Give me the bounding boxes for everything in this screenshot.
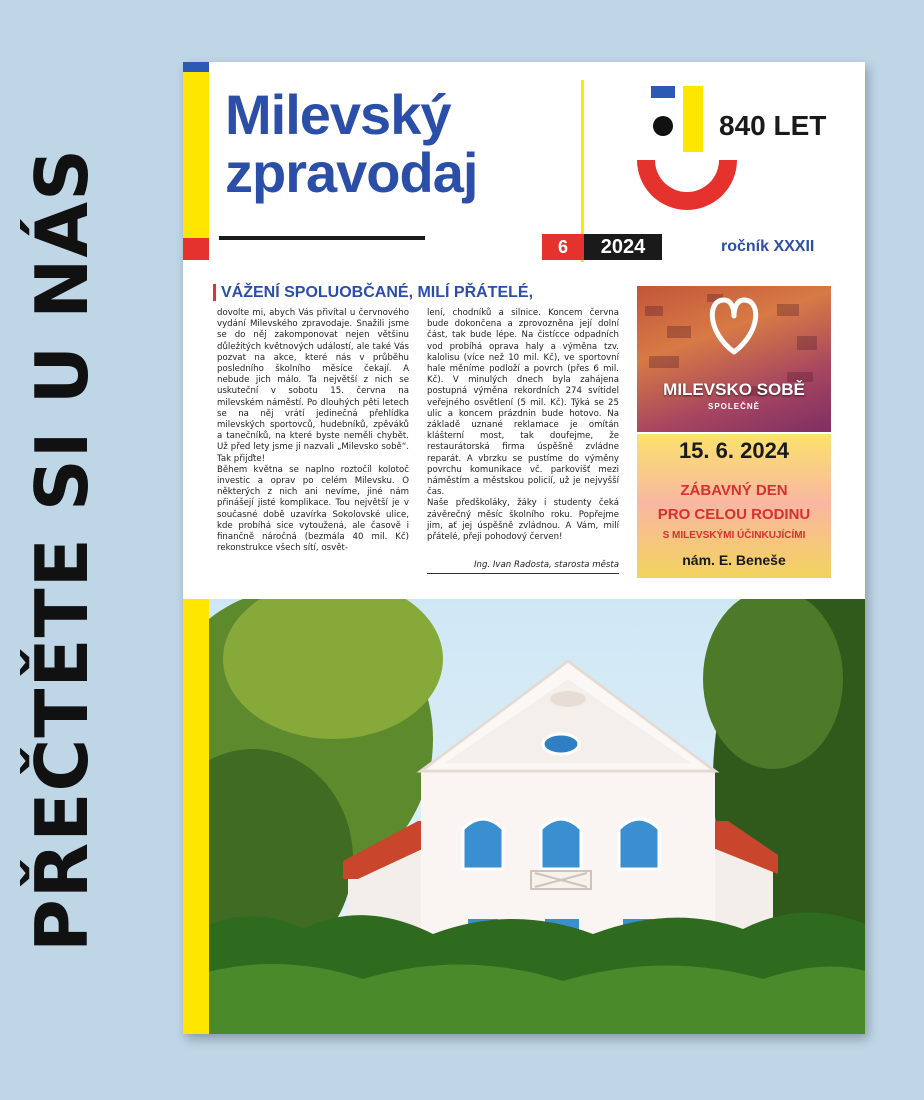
article-signature: Ing. Ivan Radosta, starosta města xyxy=(473,560,619,570)
masthead-title-line2: zpravodaj xyxy=(225,141,478,204)
headline-marker xyxy=(213,284,216,301)
promo-line-2: PRO CELOU RODINU xyxy=(657,506,811,523)
signature-rule xyxy=(427,573,619,574)
promo-title: MILEVSKO SOBĚ xyxy=(663,380,805,399)
yellow-photo-bar xyxy=(183,599,209,1034)
side-banner: PŘEČTĚTE SI U NÁS xyxy=(20,148,104,952)
yellow-accent-bar xyxy=(183,72,209,238)
cover-photo xyxy=(183,599,865,1034)
issue-year: 2024 xyxy=(584,234,662,260)
article-paragraph: Naše předškoláky, žáky i studenty čeká závěrečný měsíc školního roku. Popřejme jim, ať jej úspěšně zvládnou. A Vám, milí přátelé, přeji pohodový červen! xyxy=(427,498,619,543)
article-paragraph: lení, chodníků a silnice. Koncem června bude dokončena a zprovozněna její dolní část, tak bude lépe. Na čistícce odpadních vod probíhá oprava haly a výměna tzv. kalolisu (více než 10 mil. Kč), ve sportovní hale měníme podloží a povrch (přes 6 mil. Kč). V minulých dnech byla zahájena postupná výměna rekordních 274 svítidel veřejného osvětlení (5 mil. Kč). Týká se 25 ulic a koncem prázdnin bude hotovo. Na základě uznané reklamace je omítán klášterní most, tak doufejme, že restaurátorská firma úspěšně zvládne reparát. A vbrzku se pustíme do výměny povrchu komunikace vč. parkovišť mezi náměstím a městskou policií, už je nejvyšší čas. xyxy=(427,308,619,498)
red-accent-bar xyxy=(183,238,209,260)
promo-date: 15. 6. 2024 xyxy=(678,438,790,463)
article-paragraph: Během května se naplno roztočil kolotoč investic a oprav po celém Milevsku. O některých z nich ani nevíme, jiné nám přinášejí jisté komplikace. Tou největší je v současné době uzavírka Sokolovské ulice, kde probíhá sice vytoužená, ale časově i finančně náročná (bezmála 40 mil. Kč) rekonstrukce všech sítí, osvět- xyxy=(217,464,409,554)
masthead-title xyxy=(225,83,478,204)
anniversary-logo-icon xyxy=(631,84,743,214)
article-paragraph: dovolte mi, abych Vás přivítal u červnového vydání Milevského zpravodaje. Snažili jsme se do něj zakomponovat nejen většinu důležitých květnových událostí, ale také Vás pozvat na akce, které nás v průběhu posledního školního měsíce čekají. A nebude jich málo. Ta největší z nich se uskuteční v sobotu 15. června na milevském náměstí. Po dlouhých pěti letech se na něj vrátí jedinečná přehlídka milevských sportovců, hudebníků, zpěváků a tanečníků, na které byste neměli chybět. Už před lety jsme ji nazvali „Milevsko sobě“. Tak přijďte! xyxy=(217,308,409,464)
blue-accent-bar xyxy=(183,62,209,72)
volume-label: ročník XXXII xyxy=(721,238,815,255)
promo-line-3: S MILEVSKÝMI ÚČINKUJÍCÍMI xyxy=(662,530,806,541)
article-column-2 xyxy=(427,308,619,543)
article-headline: VÁŽENÍ SPOLUOBČANÉ, MILÍ PŘÁTELÉ, xyxy=(221,284,534,301)
title-underline xyxy=(219,236,425,240)
issue-number: 6 xyxy=(542,234,584,260)
newsletter-cover xyxy=(183,62,865,1034)
promo-location: nám. E. Beneše xyxy=(682,552,786,568)
promo-subtitle: SPOLEČNĚ xyxy=(707,402,760,411)
article-column-1 xyxy=(217,308,409,554)
promo-line-1: ZÁBAVNÝ DEN xyxy=(680,482,788,499)
masthead-title-line1: Milevský xyxy=(225,83,451,146)
heart-icon xyxy=(712,300,755,352)
anniversary-label: 840 LET xyxy=(719,110,827,141)
